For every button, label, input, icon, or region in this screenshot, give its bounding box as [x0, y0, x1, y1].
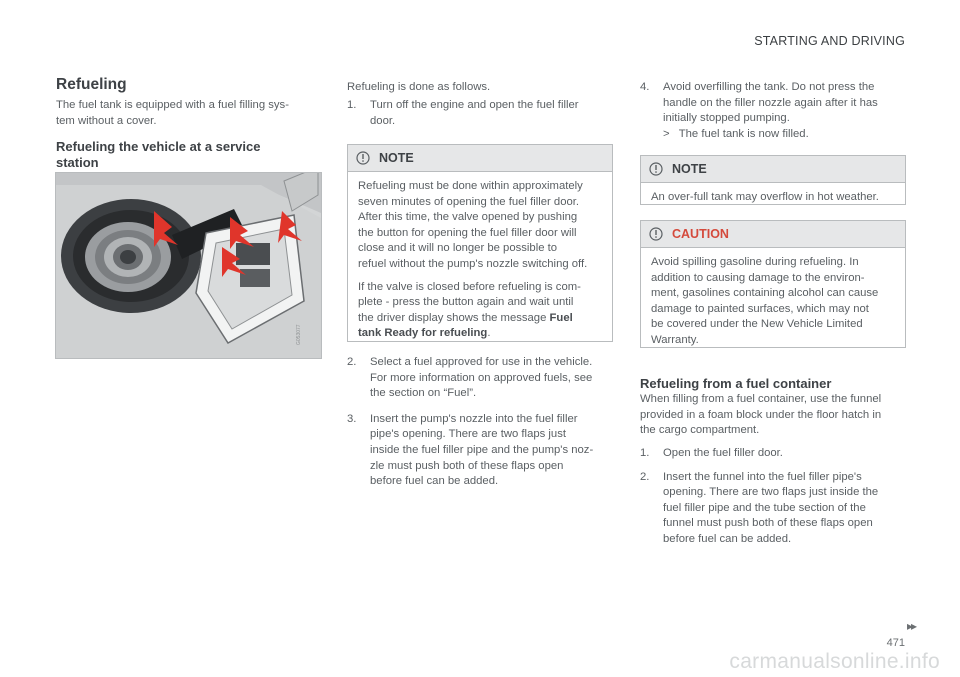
note-box: [640, 155, 906, 205]
note-paragraph: An over-full tank may overflow in hot weather.: [651, 191, 879, 203]
caution-header: [641, 221, 905, 248]
step-text: Turn off the engine and open the fuel filler door.: [370, 99, 579, 127]
refuel-intro: Refueling is done as follows.: [347, 81, 491, 93]
step-number: 2.: [640, 470, 650, 483]
section-subtitle: Refueling from a fuel container: [640, 376, 832, 391]
result-marker: >: [663, 128, 670, 140]
note-body: [641, 183, 905, 219]
note-title: NOTE: [672, 162, 707, 176]
step-number: 2.: [347, 356, 357, 368]
list-item: [347, 98, 612, 129]
note-body: [348, 172, 612, 355]
step-text: Avoid overfilling the tank. Do not press the handle on the filler nozzle again after it has initially stopped pumping.: [663, 81, 878, 125]
list-item: [640, 80, 908, 127]
caution-paragraph: Avoid spilling gasoline during refueling. In addition to causing damage to the environ- ment, gasolines containing alcohol can cause damage to painted surfaces, which may not be covered under the New Vehicle Limited Warranty.: [651, 256, 879, 346]
note-text: .: [487, 327, 491, 340]
list-item: [640, 470, 908, 548]
caution-body: [641, 248, 905, 362]
note-header: [641, 156, 905, 183]
fuel-filler-illustration: [56, 173, 321, 358]
step-text: Insert the funnel into the fuel filler pipe's opening. There are two flaps just inside the fuel filler pipe and the tube section of the funnel must push both of these flaps open before fuel can be added.: [663, 470, 879, 545]
page-number: 471: [886, 637, 905, 649]
watermark: carmanualsonline.info: [729, 650, 940, 673]
list-item: [347, 412, 615, 490]
note-paragraph: [358, 280, 603, 342]
section-header: STARTING AND DRIVING: [754, 34, 905, 48]
container-intro: When filling from a fuel container, use the funnel provided in a foam block under the floor hatch in the cargo compartment.: [640, 393, 882, 437]
step-number: 1.: [640, 447, 650, 459]
step-number: 1.: [347, 99, 357, 111]
driver-display-message: Fuel tank Ready for refueling: [358, 311, 573, 340]
list-item: [640, 446, 908, 462]
list-item: [347, 355, 615, 402]
warning-icon: [649, 227, 663, 241]
step-number: 3.: [347, 412, 357, 425]
refueling-illustration: [55, 172, 322, 359]
note-title: NOTE: [379, 151, 414, 165]
step-text: Select a fuel approved for use in the vehicle. For more information on approved fuels, see the section on “Fuel”.: [370, 356, 593, 400]
note-header: [348, 145, 612, 172]
step-text: Open the fuel filler door.: [663, 447, 783, 459]
note-text: If the valve is closed before refueling is com- plete - press the button again and wait until the driver display shows the message: [358, 280, 581, 324]
caution-title: CAUTION: [672, 227, 729, 241]
intro-text: The fuel tank is equipped with a fuel filling sys- tem without a cover.: [56, 99, 289, 127]
figure-code: G053077: [296, 324, 302, 345]
step-number: 4.: [640, 81, 650, 93]
note-paragraph: Refueling must be done within approximately seven minutes of opening the fuel filler door. After this time, the valve opened by pushing the button for opening the fuel filler door will close and it will no longer be possible to refuel without the pump's nozzle switching off.: [358, 180, 588, 270]
info-icon: [649, 162, 663, 176]
note-box: [347, 144, 613, 342]
result-text: The fuel tank is now filled.: [678, 128, 809, 140]
section-subtitle: Refueling the vehicle at a service station: [56, 139, 261, 170]
result-line: [663, 127, 809, 143]
info-icon: [356, 151, 370, 165]
caution-box: [640, 220, 906, 348]
step-text: Insert the pump's nozzle into the fuel filler pipe's opening. There are two flaps just inside the fuel filler pipe and the pump's noz- zle must push both of these flaps open before fuel can be added.: [370, 412, 594, 488]
next-page-icon[interactable]: ▸▸: [906, 619, 915, 633]
page-title: Refueling: [56, 76, 127, 93]
